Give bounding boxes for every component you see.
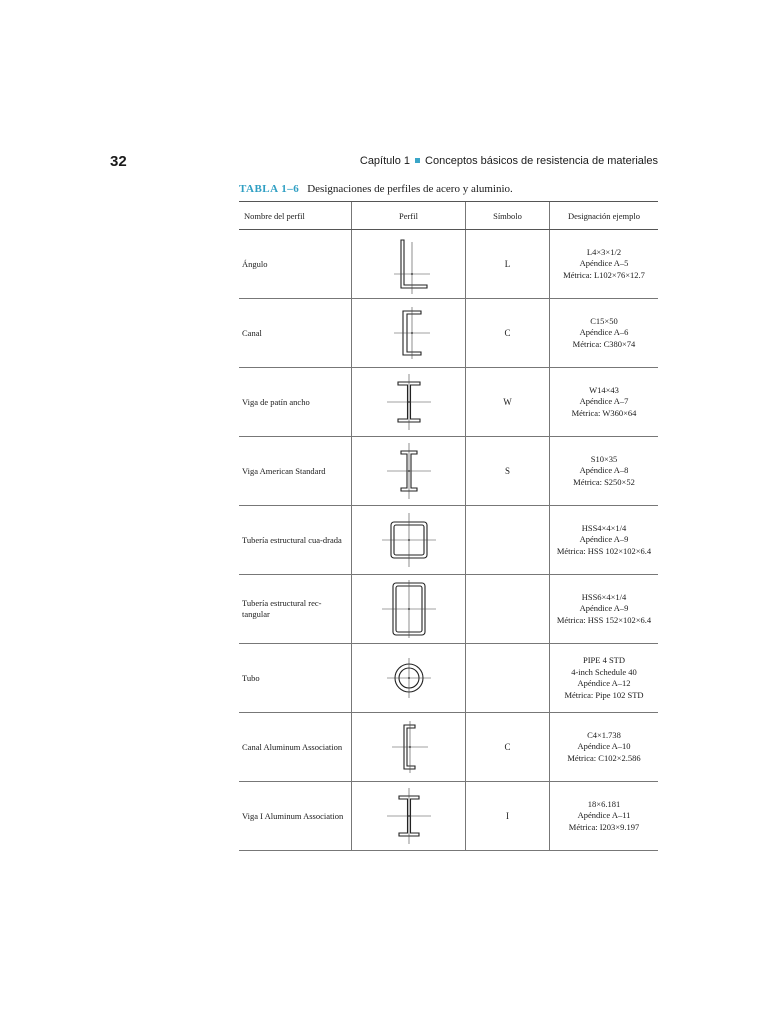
designation-line: Apéndice A–7 (579, 396, 629, 407)
profile-symbol (466, 644, 550, 713)
chapter-label: Capítulo 1 (359, 155, 411, 167)
designation-line: Métrica: S250×52 (573, 476, 635, 487)
rectangular-tube-section-icon (379, 579, 439, 639)
designation-line: Métrica: I203×9.197 (568, 821, 640, 832)
designation-line: Apéndice A–9 (579, 534, 629, 545)
table-row (239, 368, 658, 437)
table-caption (239, 183, 513, 195)
profile-designation (550, 368, 659, 437)
designation-line: Métrica: C380×74 (572, 338, 636, 349)
profile-shape-cell (352, 644, 466, 713)
profile-designation (550, 437, 659, 506)
table-row (239, 437, 658, 506)
profile-shape-cell (352, 437, 466, 506)
profile-shape-cell (352, 230, 466, 299)
profile-shape-cell (352, 782, 466, 851)
profile-designation (550, 644, 659, 713)
designation-line: 18×6.181 (587, 798, 621, 809)
designation-line: Métrica: W360×64 (571, 407, 637, 418)
designation-line: HSS4×4×1/4 (581, 522, 627, 533)
table-label: TABLA 1–6 (239, 183, 300, 195)
running-head (360, 155, 658, 167)
table-row (239, 299, 658, 368)
profile-name: Tubería estructural cua-drada (239, 506, 352, 575)
profile-symbol: W (466, 368, 550, 437)
designation-line: W14×43 (589, 384, 619, 395)
profile-name: Viga I Aluminum Association (239, 782, 352, 851)
profile-name: Canal (239, 299, 352, 368)
table-row (239, 713, 658, 782)
channel-section-icon (379, 303, 439, 363)
designation-line: Apéndice A–9 (579, 603, 629, 614)
designation-line: Métrica: HSS 102×102×6.4 (556, 545, 652, 556)
profile-shape-cell (352, 299, 466, 368)
header-designation: Designación ejemplo (550, 202, 659, 230)
profile-shape-cell (352, 575, 466, 644)
profile-shape-cell (352, 506, 466, 575)
profile-name: Tubo (239, 644, 352, 713)
aluminum-i-beam-section-icon (379, 786, 439, 846)
s-beam-section-icon (379, 441, 439, 501)
designation-line: 4-inch Schedule 40 (571, 666, 637, 677)
profile-designation (550, 506, 659, 575)
square-tube-section-icon (379, 510, 439, 570)
profile-name: Viga de patín ancho (239, 368, 352, 437)
designation-line: Apéndice A–8 (579, 465, 629, 476)
profile-designation (550, 575, 659, 644)
designation-line: Métrica: L102×76×12.7 (563, 269, 645, 280)
designation-line: Apéndice A–12 (577, 678, 631, 688)
profile-name: Canal Aluminum Association (239, 713, 352, 782)
table-row (239, 782, 658, 851)
designation-line: S10×35 (590, 453, 618, 464)
profile-symbol: C (466, 713, 550, 782)
designation-line: Métrica: HSS 152×102×6.4 (556, 614, 652, 625)
profile-symbol (466, 575, 550, 644)
profile-symbol: I (466, 782, 550, 851)
header-profile-shape: Perfil (352, 202, 466, 230)
profile-designation (550, 230, 659, 299)
profile-symbol: C (466, 299, 550, 368)
table-row (239, 506, 658, 575)
designation-line: HSS6×4×1/4 (581, 591, 627, 602)
wide-flange-section-icon (379, 372, 439, 432)
table-row (239, 575, 658, 644)
header-symbol: Símbolo (466, 202, 550, 230)
profile-name: Tubería estructural rec-tangular (239, 575, 352, 644)
designation-line: Apéndice A–11 (577, 810, 631, 821)
chapter-title: Conceptos básicos de resistencia de materiales (425, 155, 658, 167)
designation-line: Métrica: Pipe 102 STD (564, 689, 644, 700)
page-number: 32 (110, 153, 127, 170)
angle-section-icon (379, 234, 439, 294)
profile-symbol (466, 506, 550, 575)
table-row (239, 644, 658, 713)
table-caption-text: Designaciones de perfiles de acero y aluminio. (307, 183, 513, 195)
profiles-table (239, 201, 658, 851)
table-body (239, 230, 658, 851)
profile-designation (550, 782, 659, 851)
designation-line: PIPE 4 STD (582, 655, 626, 665)
designation-line: L4×3×1/2 (586, 246, 622, 257)
pipe-section-icon (379, 648, 439, 708)
profile-name: Ángulo (239, 230, 352, 299)
designation-line: Apéndice A–6 (579, 327, 629, 338)
designation-line: Apéndice A–5 (579, 258, 629, 269)
table-header-row (239, 202, 658, 230)
profile-shape-cell (352, 368, 466, 437)
profile-designation (550, 713, 659, 782)
designation-line: Apéndice A–10 (577, 741, 631, 752)
profile-designation (550, 299, 659, 368)
designation-line: Métrica: C102×2.586 (567, 752, 641, 763)
header-profile-name: Nombre del perfil (239, 202, 352, 230)
profile-shape-cell (352, 713, 466, 782)
square-bullet-icon (415, 158, 420, 163)
table-row (239, 230, 658, 299)
designation-line: C4×1.738 (587, 729, 621, 740)
profile-name: Viga American Standard (239, 437, 352, 506)
designation-line: C15×50 (590, 315, 618, 326)
profile-symbol: L (466, 230, 550, 299)
profile-symbol: S (466, 437, 550, 506)
aluminum-channel-section-icon (379, 717, 439, 777)
